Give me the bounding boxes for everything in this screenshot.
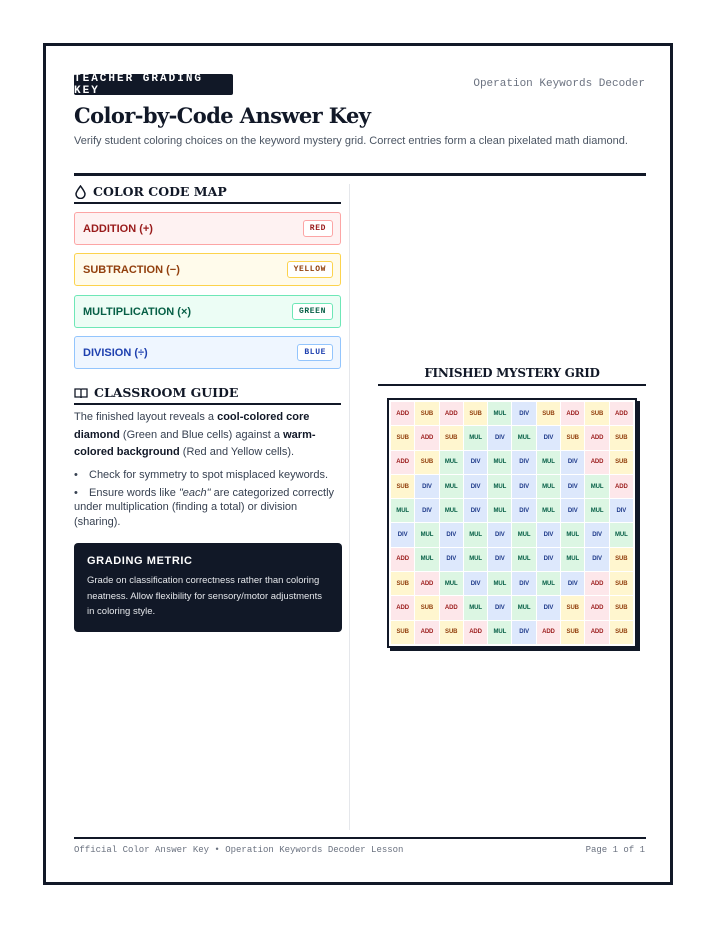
addition-code-card: [74, 212, 341, 245]
grading-metric-body: Grade on classification correctness rather than coloring neatness. Allow flexibility for sensory/motor adjustments in coloring style.: [87, 575, 322, 617]
mystery-grid-rule: [378, 384, 646, 386]
grid-cell: ADD: [391, 402, 414, 425]
grid-cell: SUB: [610, 572, 633, 595]
grid-cell: ADD: [440, 596, 463, 619]
grid-cell: SUB: [391, 426, 414, 449]
header-divider: [74, 173, 646, 176]
guide-bullets: [74, 468, 344, 532]
column-divider: [349, 184, 350, 830]
grid-cell: SUB: [464, 402, 487, 425]
bullet-each-text-1: Ensure words like: [89, 486, 179, 499]
grid-cell: DIV: [512, 621, 535, 644]
grid-cell: MUL: [585, 499, 608, 522]
grid-cell: ADD: [464, 621, 487, 644]
guide-paragraph: [74, 409, 344, 462]
grid-cell: SUB: [610, 426, 633, 449]
grid-cell: DIV: [512, 402, 535, 425]
grid-cell: MUL: [488, 572, 511, 595]
grid-cell: ADD: [585, 572, 608, 595]
grid-cell: SUB: [561, 621, 584, 644]
grid-cell: DIV: [464, 475, 487, 498]
grid-cell: SUB: [440, 621, 463, 644]
guide-text-2: (Green and Blue cells) against a: [119, 428, 284, 441]
page-number: Page 1 of 1: [585, 845, 645, 855]
grid-cell: ADD: [391, 451, 414, 474]
grid-cell: SUB: [391, 572, 414, 595]
green-chip: GREEN: [292, 303, 333, 320]
bullet-symmetry-text: Check for symmetry to spot misplaced keywords.: [89, 469, 329, 481]
grid-cell: DIV: [440, 523, 463, 546]
grid-cell: SUB: [391, 621, 414, 644]
grid-cell: ADD: [440, 402, 463, 425]
addition-label: ADDITION (+): [83, 222, 153, 235]
grid-cell: MUL: [610, 523, 633, 546]
page-title: Color-by-Code Answer Key: [74, 103, 371, 128]
bullet-symmetry: [74, 468, 344, 483]
grid-cell: MUL: [488, 402, 511, 425]
guide-bold-core: cool-colored core diamond: [74, 411, 310, 441]
grid-cell: MUL: [391, 499, 414, 522]
grid-cell: ADD: [415, 426, 438, 449]
grid-cell: MUL: [488, 475, 511, 498]
grid-cell: DIV: [440, 548, 463, 571]
grid-cell: MUL: [512, 596, 535, 619]
grid-cell: MUL: [464, 548, 487, 571]
classroom-guide-heading: [74, 385, 341, 405]
grid-cell: DIV: [561, 475, 584, 498]
grid-cell: DIV: [561, 572, 584, 595]
lesson-name: Operation Keywords Decoder: [473, 78, 645, 90]
grid-cell: MUL: [415, 548, 438, 571]
footer-divider: [74, 837, 646, 839]
grid-cell: DIV: [512, 475, 535, 498]
guide-text-1: The finished layout reveals a: [74, 411, 218, 423]
grid-cell: SUB: [391, 475, 414, 498]
grid-cell: SUB: [415, 451, 438, 474]
teacher-key-badge: TEACHER GRADING KEY: [74, 74, 233, 95]
grading-metric-box: [74, 543, 342, 632]
bullet-each: [74, 486, 344, 530]
multiplication-label: MULTIPLICATION (×): [83, 305, 192, 318]
grid-cell: DIV: [610, 499, 633, 522]
grid-cell: ADD: [585, 451, 608, 474]
grid-cell: MUL: [464, 596, 487, 619]
grid-cell: SUB: [561, 596, 584, 619]
grid-cell: MUL: [488, 499, 511, 522]
grid-cell: SUB: [537, 402, 560, 425]
red-chip: RED: [303, 220, 333, 237]
bullet-each-text-2: are categorized correctly under multiplication (finding a total) or division (sharing).: [74, 486, 335, 528]
division-label: DIVISION (÷): [83, 346, 148, 359]
grid-cell: DIV: [537, 596, 560, 619]
bullet-each-emphasis: "each": [178, 486, 211, 499]
grid-cell: MUL: [488, 621, 511, 644]
grid-cell: ADD: [415, 621, 438, 644]
color-code-map-heading: [74, 184, 341, 204]
grid-cell: ADD: [561, 402, 584, 425]
grading-metric-title: GRADING METRIC: [87, 555, 193, 567]
grid-cell: ADD: [585, 596, 608, 619]
grid-cell: MUL: [537, 451, 560, 474]
multiplication-code-card: [74, 295, 341, 328]
grid-cell: DIV: [537, 548, 560, 571]
subtraction-label: SUBTRACTION (−): [83, 263, 180, 276]
yellow-chip: YELLOW: [287, 261, 333, 278]
grid-cell: ADD: [391, 596, 414, 619]
page-subtitle: Verify student coloring choices on the keyword mystery grid. Correct entries form a clean pixelated math diamond.: [74, 135, 628, 147]
grid-cell: DIV: [488, 523, 511, 546]
droplet-icon: [74, 185, 87, 199]
grid-cell: ADD: [415, 572, 438, 595]
grid-cell: MUL: [464, 523, 487, 546]
grid-cell: DIV: [512, 499, 535, 522]
grid-cell: MUL: [561, 548, 584, 571]
guide-bold-background: warm-colored background: [74, 428, 316, 458]
grid-cell: SUB: [610, 621, 633, 644]
grid-cell: DIV: [488, 596, 511, 619]
grid-cell: DIV: [488, 426, 511, 449]
grid-cell: ADD: [537, 621, 560, 644]
mystery-grid-title: FINISHED MYSTERY GRID: [424, 366, 600, 380]
subtraction-code-card: [74, 253, 341, 286]
grid-cell: MUL: [440, 475, 463, 498]
division-code-card: [74, 336, 341, 369]
grid-cell: MUL: [561, 523, 584, 546]
grid-cell: DIV: [488, 548, 511, 571]
grid-cell: MUL: [512, 548, 535, 571]
guide-text-3: (Red and Yellow cells).: [179, 446, 295, 458]
grid-cell: DIV: [464, 451, 487, 474]
grid-cell: DIV: [512, 451, 535, 474]
grid-cell: MUL: [512, 426, 535, 449]
grid-cell: SUB: [610, 548, 633, 571]
grid-cell: MUL: [464, 426, 487, 449]
grid-cell: DIV: [464, 572, 487, 595]
grid-cell: MUL: [440, 499, 463, 522]
grid-cell: DIV: [464, 499, 487, 522]
grid-cell: DIV: [561, 451, 584, 474]
grid-cell: ADD: [585, 426, 608, 449]
open-book-icon: [74, 387, 88, 399]
grid-cell: ADD: [610, 402, 633, 425]
classroom-guide-label: CLASSROOM GUIDE: [94, 385, 239, 400]
grid-cell: DIV: [585, 548, 608, 571]
grid-cell: SUB: [561, 426, 584, 449]
grid-cell: MUL: [440, 451, 463, 474]
grid-cell: MUL: [537, 475, 560, 498]
grid-cell: DIV: [391, 523, 414, 546]
grid-cell: MUL: [537, 499, 560, 522]
grid-cell: DIV: [537, 523, 560, 546]
grid-cell: MUL: [585, 475, 608, 498]
grid-cell: SUB: [440, 426, 463, 449]
color-code-map-label: COLOR CODE MAP: [93, 184, 227, 199]
grid-cell: SUB: [610, 451, 633, 474]
blue-chip: BLUE: [297, 344, 333, 361]
grid-cell: ADD: [391, 548, 414, 571]
grid-cell: ADD: [585, 621, 608, 644]
grid-cell: SUB: [415, 596, 438, 619]
grid-cell: DIV: [537, 426, 560, 449]
grid-cell: ADD: [610, 475, 633, 498]
footer-lesson-text: Official Color Answer Key • Operation Keywords Decoder Lesson: [74, 845, 404, 855]
grid-cell: MUL: [537, 572, 560, 595]
grid-cell: SUB: [610, 596, 633, 619]
grid-cell: MUL: [512, 523, 535, 546]
grid-cell: MUL: [415, 523, 438, 546]
mystery-grid: [387, 398, 637, 648]
grid-cell: DIV: [415, 499, 438, 522]
grid-cell: SUB: [585, 402, 608, 425]
grid-cell: DIV: [585, 523, 608, 546]
grid-cell: DIV: [512, 572, 535, 595]
grid-cell: DIV: [415, 475, 438, 498]
grid-cell: MUL: [488, 451, 511, 474]
grid-cell: MUL: [440, 572, 463, 595]
grid-cell: DIV: [561, 499, 584, 522]
grid-cell: SUB: [415, 402, 438, 425]
